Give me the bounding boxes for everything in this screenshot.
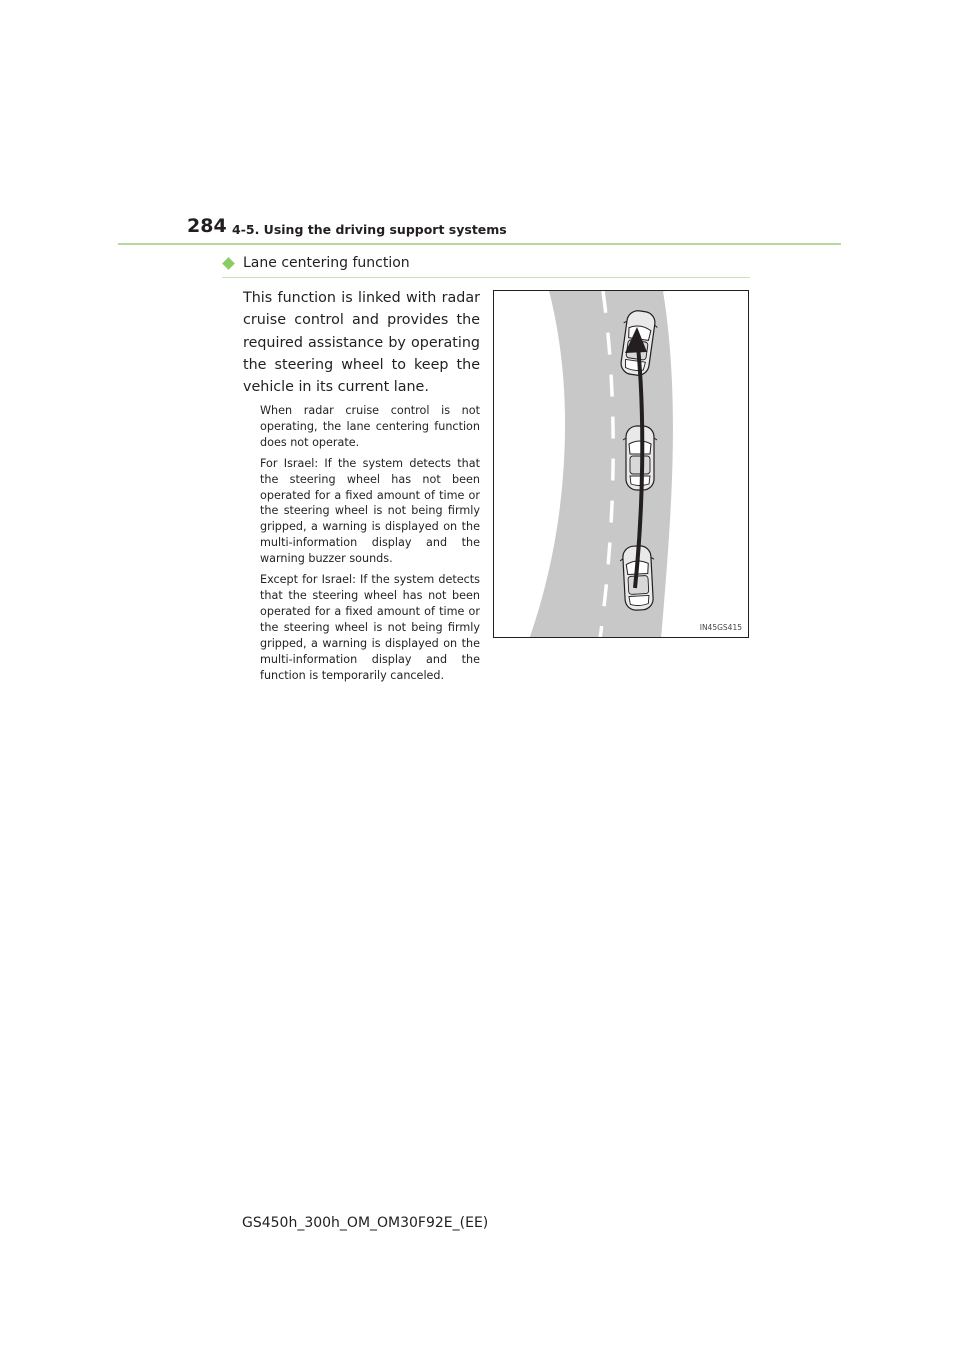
footer-doc-id: GS450h_300h_OM_OM30F92E_(EE) bbox=[242, 1215, 489, 1231]
diamond-icon bbox=[222, 257, 235, 270]
subheading-title: Lane centering function bbox=[243, 255, 410, 271]
page-number: 284 bbox=[187, 215, 227, 237]
subheading bbox=[222, 255, 410, 271]
header-rule bbox=[118, 243, 841, 245]
section-title: 4-5. Using the driving support systems bbox=[232, 222, 507, 237]
subheading-rule bbox=[222, 277, 750, 278]
notes bbox=[260, 403, 480, 688]
note-item: For Israel: If the system detects that the steering wheel has not been operated for a fixed amount of time or the steering wheel is not being firmly gripped, a warning is displayed on the multi-information display and the warning buzzer sounds. bbox=[260, 456, 480, 566]
note-item: When radar cruise control is not operating, the lane centering function does not operate. bbox=[260, 404, 480, 449]
road-illustration bbox=[494, 291, 749, 638]
body-paragraph: This function is linked with radar cruise control and provides the required assistance by operating the steering wheel to keep the vehicle in its current lane. bbox=[243, 290, 480, 396]
note-item: Except for Israel: If the system detects that the steering wheel has not been operated for a fixed amount of time or the steering wheel is not being firmly gripped, a warning is displayed on the multi-information display and the function is temporarily canceled. bbox=[260, 573, 480, 682]
lane-centering-figure bbox=[493, 290, 749, 638]
figure-code: IN45GS415 bbox=[699, 623, 742, 632]
